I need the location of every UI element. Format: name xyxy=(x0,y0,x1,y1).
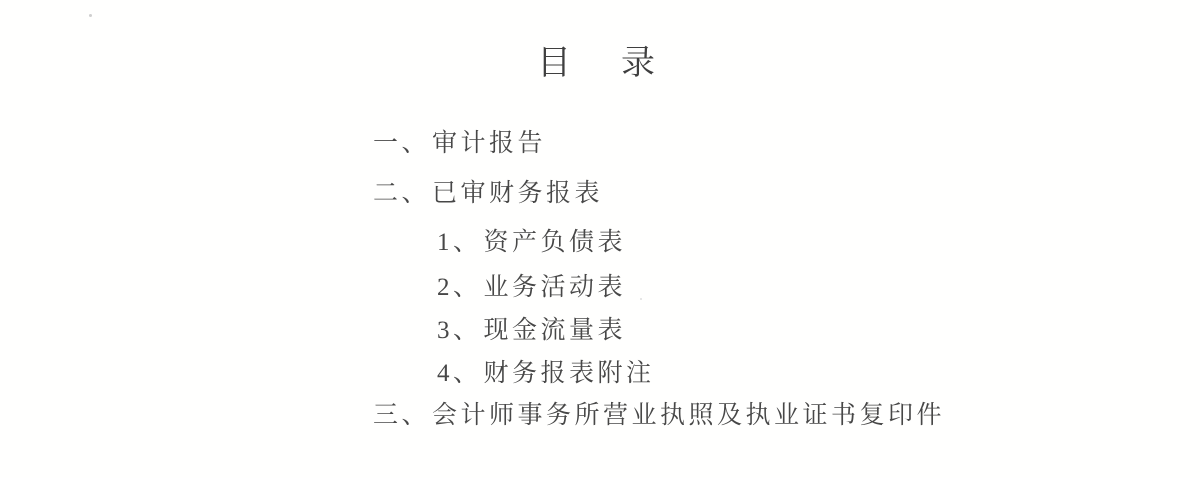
toc-entry-label: 已审财务报表 xyxy=(432,180,604,207)
toc-entry xyxy=(437,275,1200,301)
toc-entry xyxy=(437,318,1200,344)
toc-entry-number: 1、 xyxy=(437,229,482,256)
toc-entry-number: 2、 xyxy=(437,274,482,301)
toc-entry-label: 现金流量表 xyxy=(483,317,627,344)
toc-entry-label: 资产负债表 xyxy=(483,229,627,256)
toc-entry-label: 业务活动表 xyxy=(483,274,627,301)
toc-entry xyxy=(437,230,1200,256)
scan-speck xyxy=(89,14,92,17)
toc-entry-label: 会计师事务所营业执照及执业证书复印件 xyxy=(432,402,946,429)
toc-entry-number: 3、 xyxy=(437,317,482,344)
toc-entry-number: 4、 xyxy=(437,360,482,387)
toc-entry-label: 财务报表附注 xyxy=(483,360,655,387)
toc-entry xyxy=(373,181,1200,207)
toc-entry-number: 二、 xyxy=(373,180,431,207)
toc-entry-number: 一、 xyxy=(373,130,431,157)
page-title: 目 录 xyxy=(537,45,663,82)
toc-entry xyxy=(373,131,1200,157)
toc-entry xyxy=(373,403,1200,429)
toc-entry-number: 三、 xyxy=(373,402,431,429)
toc-entry xyxy=(437,361,1200,387)
toc-entry-label: 审计报告 xyxy=(432,130,547,157)
scan-speck xyxy=(640,298,642,300)
